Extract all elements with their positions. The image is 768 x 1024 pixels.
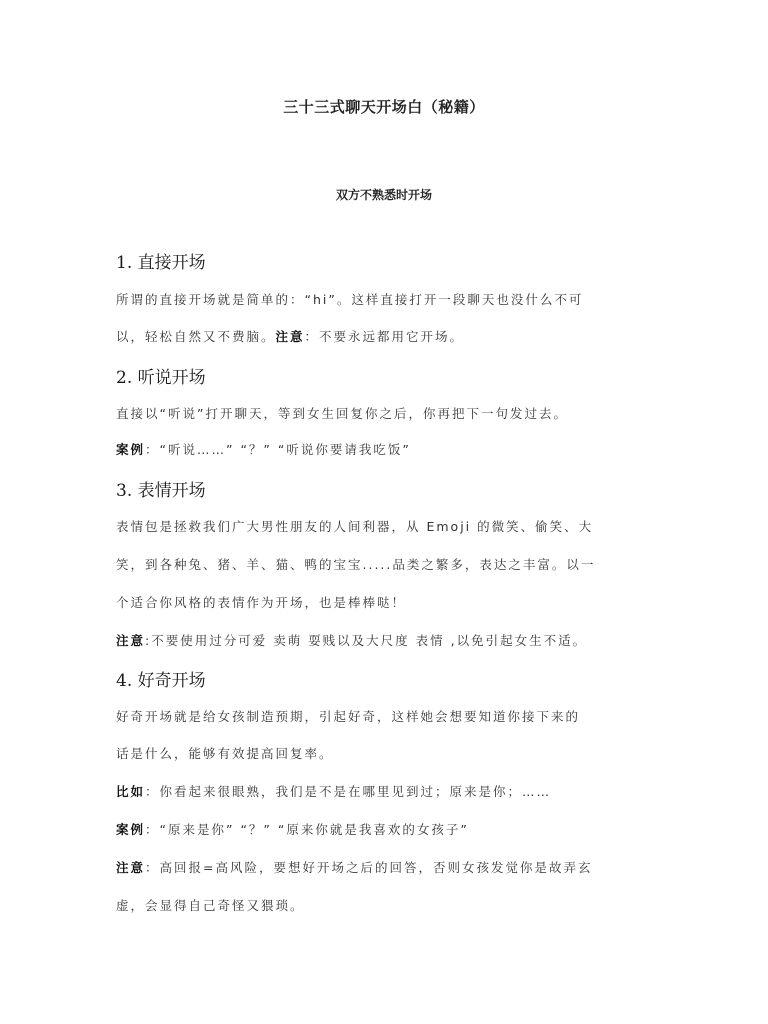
section-heading-3: 3. 表情开场	[116, 481, 206, 501]
section-4-example-label: 比如	[116, 784, 146, 799]
section-1-line-2-text: 以，轻松自然又不费脑。	[116, 329, 276, 344]
section-3-line-3: 个适合你风格的表情作为开场，也是棒棒哒！	[116, 595, 407, 610]
section-3-line-1: 表情包是拯救我们广大男性朋友的人间利器，从 Emoji 的微笑、偷笑、大	[116, 519, 594, 534]
section-heading-4: 4. 好奇开场	[116, 671, 206, 691]
section-4-note-line-2: 虚，会显得自己奇怪又猥琐。	[116, 898, 305, 913]
section-1-line-2	[116, 327, 656, 345]
document-subtitle: 双方不熟悉时开场	[335, 188, 432, 202]
section-4-case-label: 案例	[116, 822, 146, 837]
section-heading-2: 2. 听说开场	[116, 368, 206, 388]
section-3-note	[116, 631, 656, 649]
section-4-note-label: 注意	[116, 860, 146, 875]
section-3-note-text: :不要使用过分可爱 卖萌 耍贱以及大尺度 表情 ,以免引起女生不适。	[145, 633, 588, 648]
section-4-note	[116, 858, 656, 876]
section-3-note-label: 注意	[116, 633, 146, 648]
section-2-case	[116, 440, 656, 458]
document-title: 三十三式聊天开场白（秘籍）	[283, 98, 485, 116]
section-4-example-text: ：你看起来很眼熟，我们是不是在哪里见到过；原来是你；……	[145, 784, 552, 799]
section-1-note-label: 注意	[275, 329, 305, 344]
section-4-line-2: 话是什么，能够有效提高回复率。	[116, 746, 334, 761]
section-3-line-2: 笑，到各种兔、猪、羊、猫、鸭的宝宝.....品类之繁多，表达之丰富。以一	[116, 557, 596, 572]
section-2-case-text: ：“听说……” “？” “听说你要请我吃饭”	[145, 442, 411, 457]
section-2-case-label: 案例	[116, 442, 146, 457]
section-4-case	[116, 820, 656, 838]
section-4-line-1: 好奇开场就是给女孩制造预期，引起好奇，这样她会想要知道你接下来的	[116, 709, 581, 724]
section-1-line-1: 所谓的直接开场就是简单的：“hi”。这样直接打开一段聊天也没什么不可	[116, 292, 584, 307]
section-1-note-text: ：不要永远都用它开场。	[304, 329, 465, 344]
section-4-case-text: ：“原来是你” “？” “原来你就是我喜欢的女孩子”	[145, 822, 469, 837]
section-2-line-1: 直接以“听说”打开聊天，等到女生回复你之后，你再把下一句发过去。	[116, 406, 568, 421]
section-4-note-text: ：高回报=高风险，要想好开场之后的回答，否则女孩发觉你是故弄玄	[145, 860, 593, 875]
section-heading-1: 1. 直接开场	[116, 253, 206, 273]
section-4-example	[116, 782, 656, 800]
